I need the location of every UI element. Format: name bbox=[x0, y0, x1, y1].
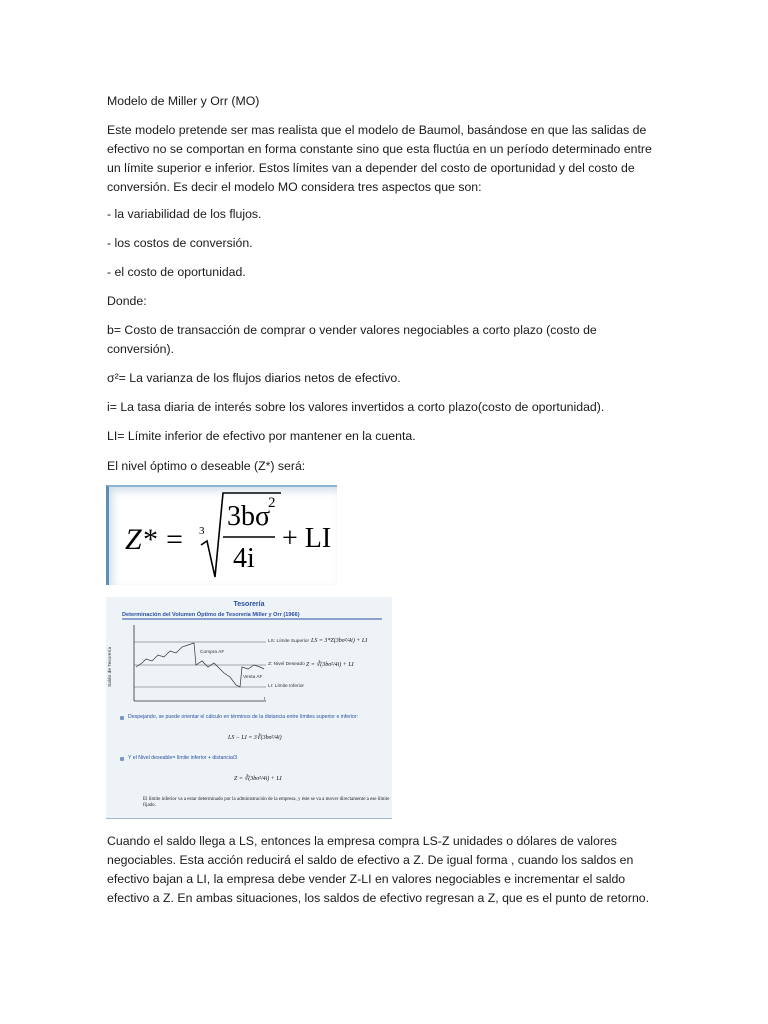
definition-b: b= Costo de transacción de comprar o vender valores negociables a corto plazo (costo de conversión). bbox=[107, 323, 597, 356]
formula-exponent: 2 bbox=[268, 495, 276, 511]
slide-bullet-2: Y el Nivel deseable= límite inferior + distancia/3 bbox=[128, 755, 238, 761]
figure-divider bbox=[106, 818, 392, 819]
aspect-item-2: - los costos de conversión. bbox=[107, 236, 253, 250]
aspect-item-1: - la variabilidad de los flujos. bbox=[107, 207, 262, 221]
miller-orr-diagram bbox=[106, 597, 392, 819]
aspect-item-3: - el costo de oportunidad. bbox=[107, 265, 246, 279]
formula-tail: + LI bbox=[282, 523, 332, 554]
x-axis-label: t bbox=[264, 697, 266, 702]
slide-subtitle: Determinación del Volumen Óptimo de Tesorería Miller y Orr (1966) bbox=[122, 612, 300, 618]
ls-equation: LS = 3*Z(3bσ²/4i) + LI bbox=[311, 638, 368, 644]
y-axis-label: Saldo de Tesorería bbox=[108, 646, 113, 687]
bullet-icon bbox=[120, 716, 124, 720]
slide-bullet-1: Despejando, se puede orientar el cálculo en términos de la distancia entre límites superior e inferior: bbox=[128, 714, 359, 720]
venta-label: Venta AF bbox=[243, 675, 263, 680]
definition-sigma: σ²= La varianza de los flujos diarios netos de efectivo. bbox=[107, 371, 401, 385]
definition-li: LI= Límite inferior de efectivo por mantener en la cuenta. bbox=[107, 429, 416, 443]
slide-footnote: El límite inferior va a estar determinado por la administración de la empresa, y éste se va a mover directamente a ese límite fijado. bbox=[143, 797, 390, 808]
slide-equation-1: LS − LI = 3∛(3bσ²/4i) bbox=[228, 735, 282, 741]
slide-title: Tesorería bbox=[233, 601, 265, 608]
section-title: Modelo de Miller y Orr (MO) bbox=[107, 94, 260, 108]
ls-label: LS: Límite Superior bbox=[268, 639, 310, 644]
bullet-icon bbox=[120, 757, 124, 761]
slide-equation-2: Z = ∛(3bσ²/4i) + LI bbox=[234, 776, 282, 782]
formula-root-index: 3 bbox=[199, 525, 205, 537]
conclusion-paragraph: Cuando el saldo llega a LS, entonces la empresa compra LS-Z unidades o dólares de valores negociables. Esta acción reducirá el saldo de efectivo a Z. De igual forma , cuando los saldos en efectivo bajan a LI, la empresa debe vender Z-LI en valores negociables e incrementar el saldo efectivo a Z. En ambas situaciones, los saldos de efectivo regresan a Z, que es el punto de retorno. bbox=[107, 834, 650, 905]
li-label: LI: Límite Inferior bbox=[268, 684, 304, 689]
formula-lhs: Z* = bbox=[125, 523, 185, 556]
miller-orr-slide bbox=[106, 597, 392, 819]
compra-label: Compra AF bbox=[200, 650, 225, 655]
optimal-level-intro: El nivel óptimo o deseable (Z*) será: bbox=[107, 459, 306, 473]
z-equation: Z = ∛(3bσ²/4i) + LI bbox=[306, 662, 354, 668]
formula-denominator: 4i bbox=[233, 543, 255, 574]
z-label: Z: Nivel Deseado bbox=[268, 662, 305, 667]
formula-numerator: 3bσ bbox=[227, 501, 271, 532]
intro-paragraph: Este modelo pretende ser mas realista que el modelo de Baumol, basándose en que las salidas de efectivo no se comportan en forma constante sino que esta fluctúa en un período determinado entre un límite superior e inferior. Estos límites van a depender del costo de oportunidad y del costo de conversión. Es decir el modelo MO considera tres aspectos que son: bbox=[107, 123, 652, 194]
definition-i: i= La tasa diaria de interés sobre los valores invertidos a corto plazo(costo de oportunidad). bbox=[107, 400, 605, 414]
optimal-level-formula bbox=[106, 485, 337, 585]
donde-label: Donde: bbox=[107, 294, 147, 308]
